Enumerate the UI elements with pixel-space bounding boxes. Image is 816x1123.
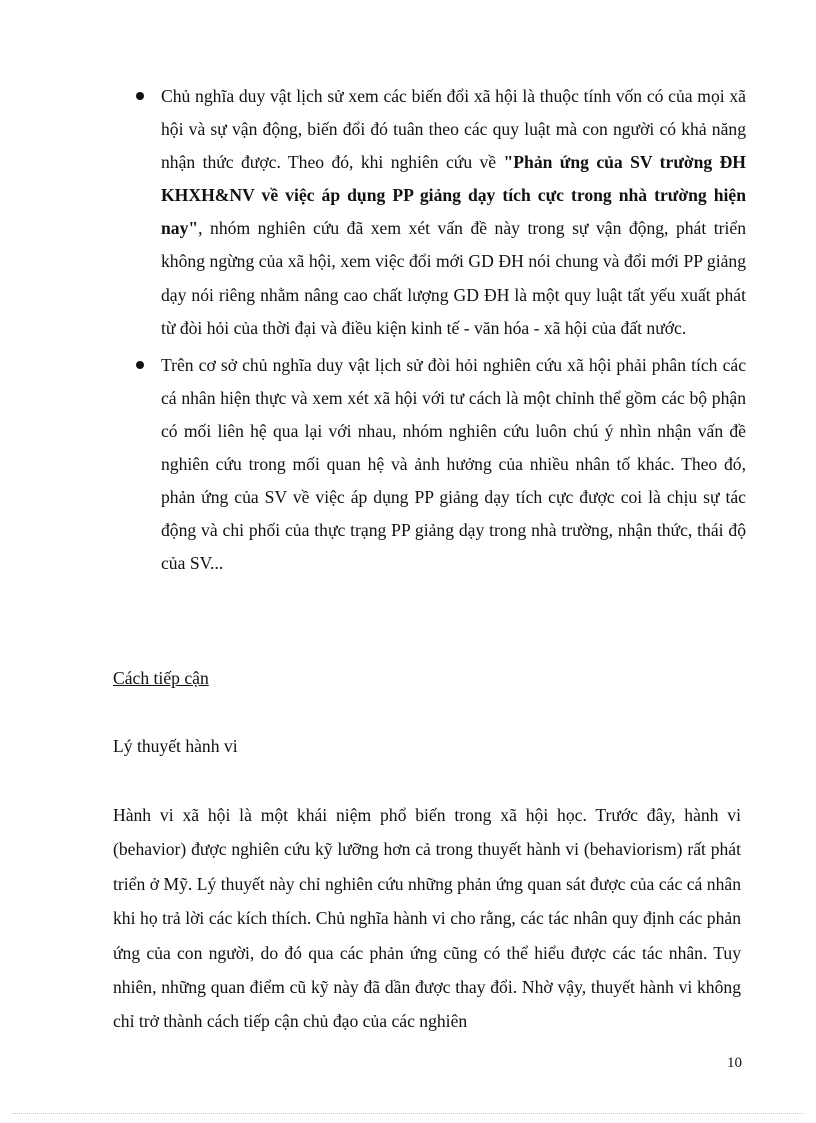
bold-research-title: "Phản ứng của SV trường ĐH KHXH&NV về việc áp dụng PP giảng dạy tích cực trong nhà trường hiện nay" — [161, 152, 746, 239]
bullet-item-historical-materialism — [134, 80, 746, 345]
page-divider — [12, 1113, 804, 1114]
subheading: Lý thuyết hành vi — [113, 736, 238, 756]
bullet-item-research-approach — [134, 349, 746, 581]
section-heading: Cách tiếp cận — [113, 668, 209, 688]
bullet-text: Trên cơ sở chủ nghĩa duy vật lịch sử đòi hỏi nghiên cứu xã hội phải phân tích các cá nhân hiện thực và xem xét xã hội với tư cách là một chỉnh thể gồm các bộ phận có mối liên hệ qua lại với nhau, nhóm nghiên cứu luôn chú ý nhìn nhận vấn đề nghiên cứu trong mối quan hệ và ảnh hưởng của nhiều nhân tố khác. Theo đó, phản ứng của SV về việc áp dụng PP giảng dạy tích cực được coi là chịu sự tác động và chi phối của thực trạng PP giảng dạy trong nhà trường, nhận thức, thái độ của SV... — [161, 354, 746, 574]
bullet-text-start: Chủ nghĩa duy vật lịch sử xem các biến đổi xã hội là thuộc tính vốn có của mọi xã hội và sự vận động, biến đổi đó tuân theo các quy luật mà con người có khả năng nhận thức được. Theo đó, khi nghiên cứu về — [161, 86, 746, 173]
bullet-dot-icon — [134, 80, 154, 113]
bullet-dot-icon — [134, 349, 154, 382]
bullet-list — [134, 80, 746, 584]
page-number: 10 — [727, 1055, 742, 1071]
body-paragraph: Hành vi xã hội là một khái niệm phổ biến trong xã hội học. Trước đây, hành vi (behavior) được nghiên cứu kỹ lưỡng hơn cả trong thuyết hành vi (behaviorism) rất phát triển ở Mỹ. Lý thuyết này chỉ nghiên cứu những phản ứng quan sát được của các cá nhân khi họ trả lời các kích thích. Chủ nghĩa hành vi cho rằng, các tác nhân quy định các phản ứng của con người, do đó qua các phản ứng cũng có thể hiểu được các tác nhân. Tuy nhiên, những quan điểm cũ kỹ này đã dần được thay đổi. Nhờ vậy, thuyết hành vi không chỉ trở thành cách tiếp cận chủ đạo của các nghiên — [113, 805, 741, 1032]
bullet-text-end: , nhóm nghiên cứu đã xem xét vấn đề này trong sự vận động, phát triển không ngừng của xã hội, xem việc đổi mới GD ĐH nói chung và đổi mới PP giảng dạy nói riêng nhằm nâng cao chất lượng GD ĐH là một quy luật tất yếu xuất phát từ đòi hỏi của thời đại và điều kiện kinh tế - văn hóa - xã hội của đất nước. — [161, 218, 746, 338]
